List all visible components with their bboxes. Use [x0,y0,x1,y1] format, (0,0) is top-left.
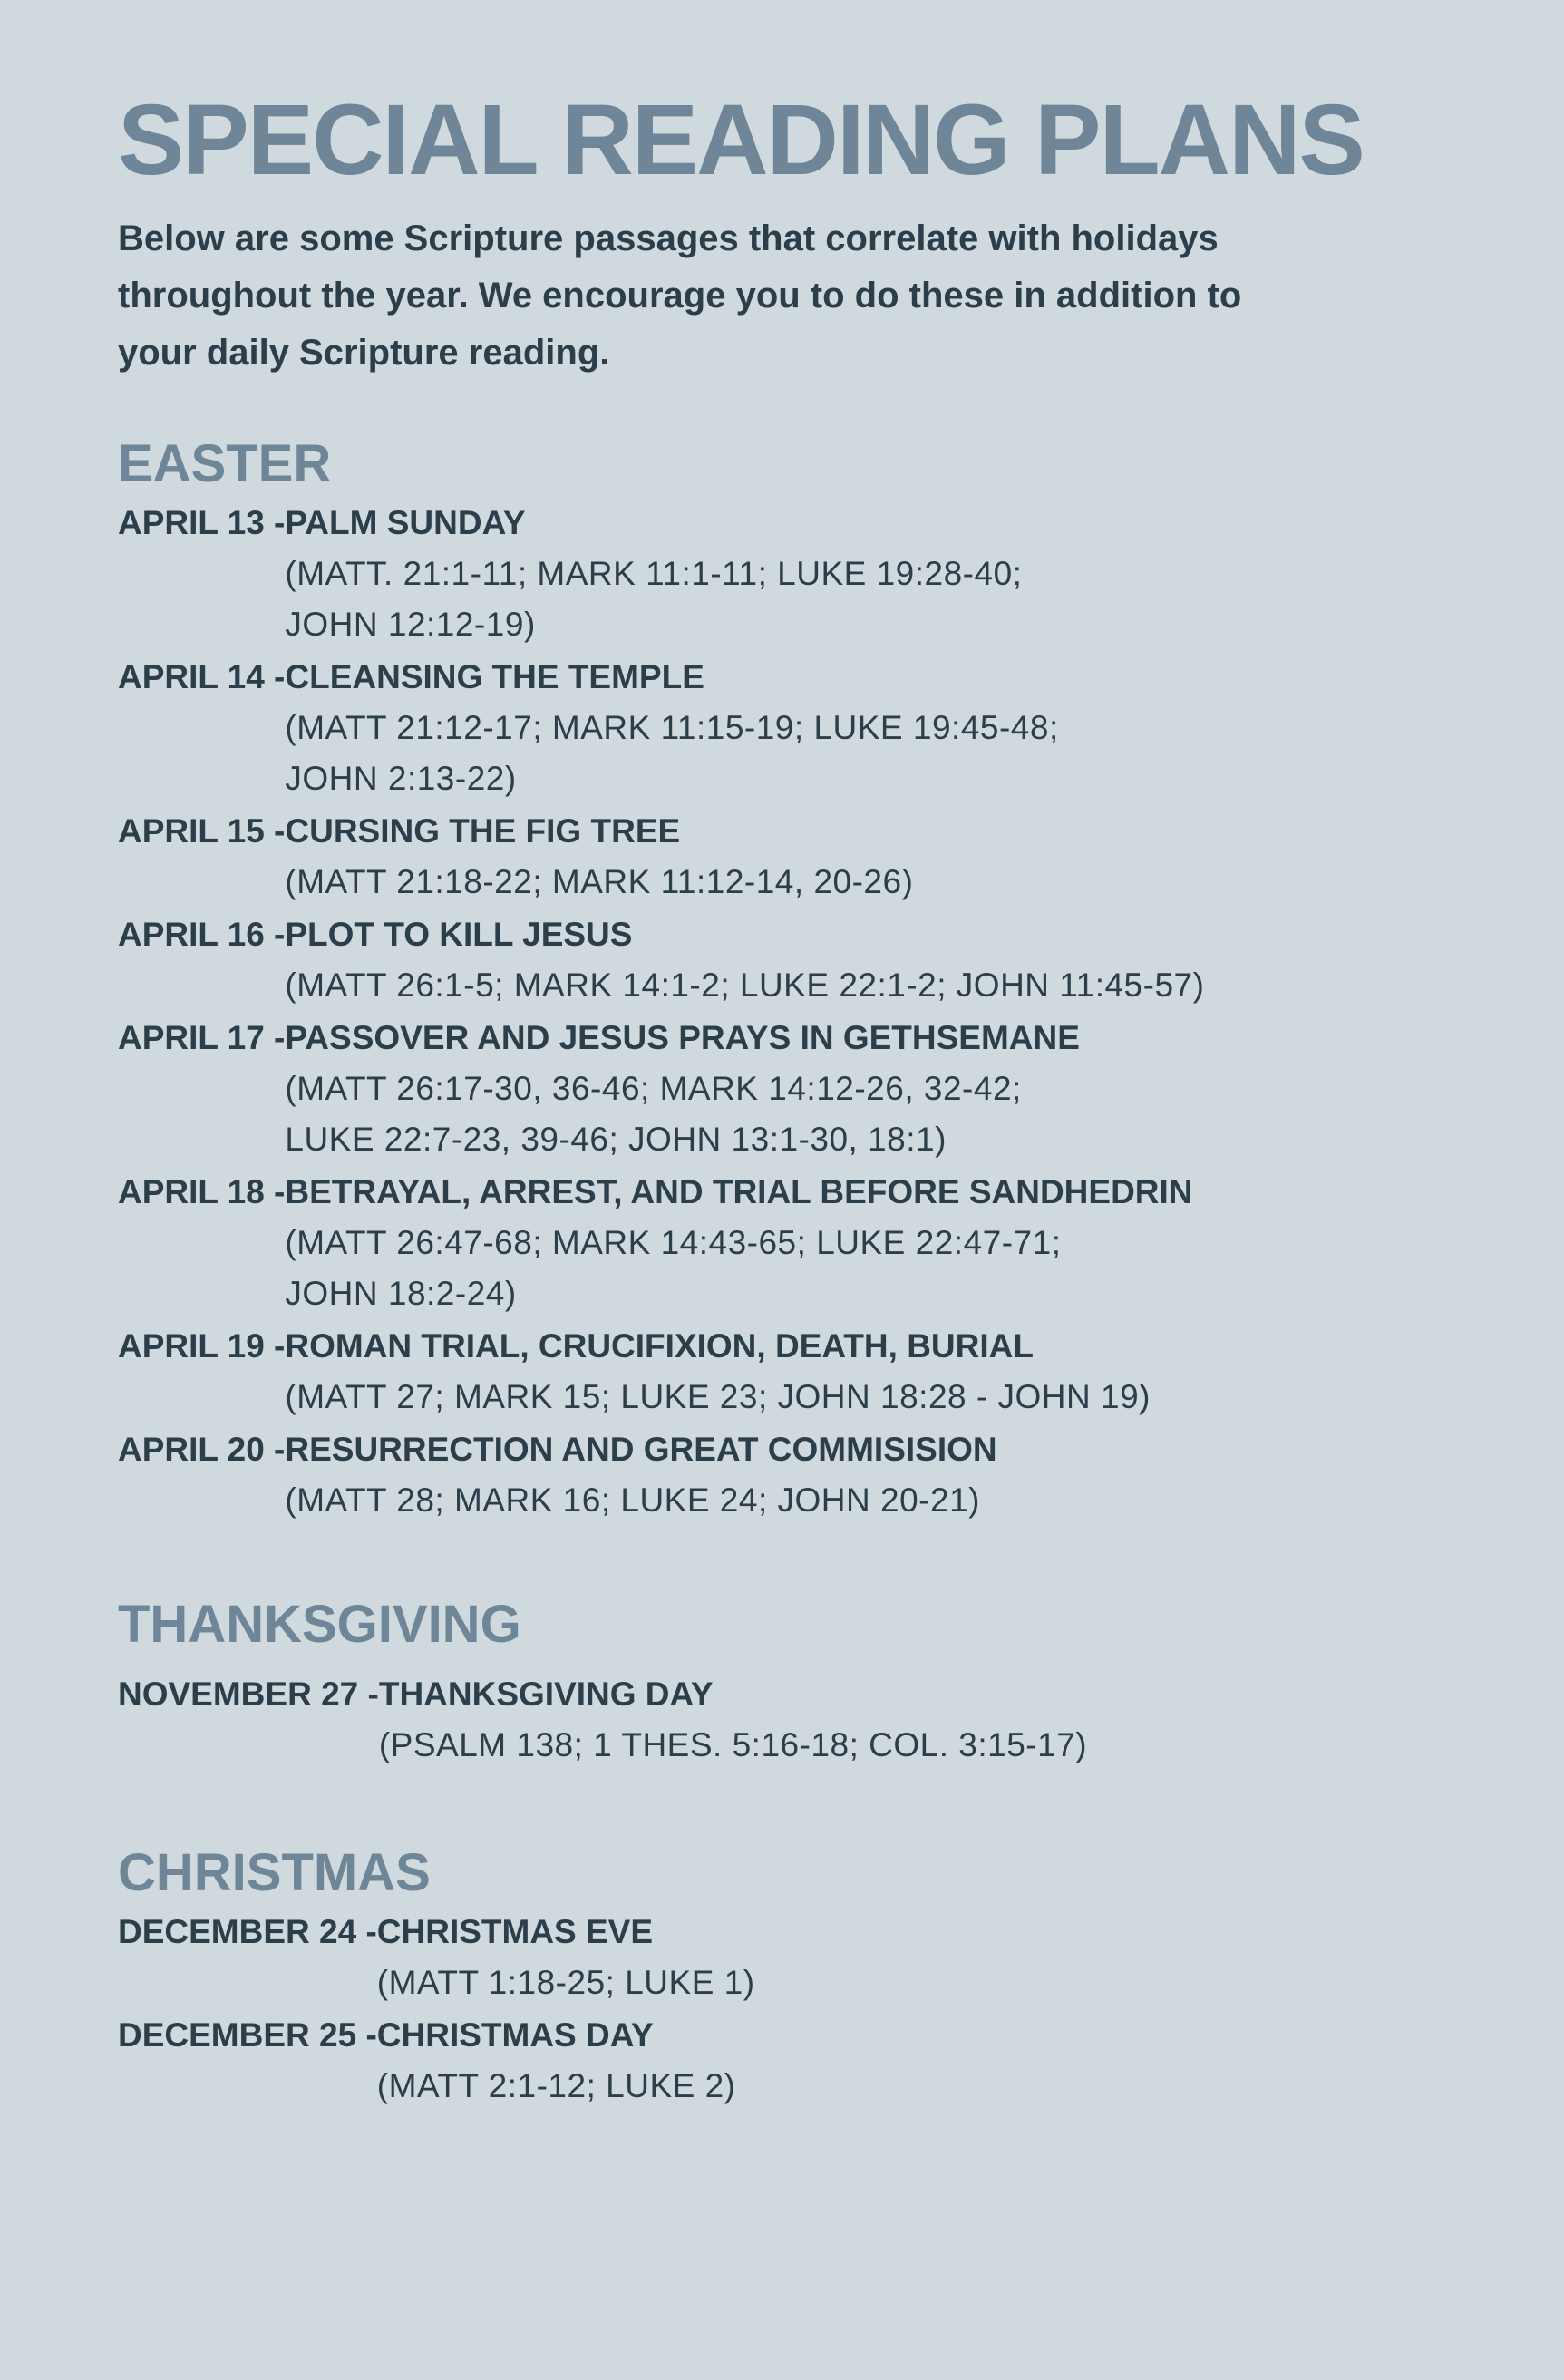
section-thanksgiving [118,1595,1460,1771]
list-item [118,1167,1460,1319]
page [118,84,1460,2112]
section-title: CHRISTMAS [118,1843,431,1902]
entry-date: DECEMBER 25 - [118,2016,377,2054]
section-title: THANKSGIVING [118,1595,521,1654]
entry-event: BETRAYAL, ARREST, AND TRIAL BEFORE SANDHEDRIN [285,1173,1193,1210]
list-item [118,1907,1460,2008]
list-item [118,1013,1460,1165]
entry-references: (MATT 27; MARK 15; LUKE 23; JOHN 18:28 - JOHN 19) [285,1378,1151,1415]
entry-event: CHRISTMAS EVE [376,1913,654,1950]
entry-event: CURSING THE FIG TREE [285,812,681,850]
list-item [118,652,1460,804]
entry-date: NOVEMBER 27 - [118,1676,379,1713]
entry-event: THANKSGIVING DAY [378,1676,714,1713]
entry-event: ROMAN TRIAL, CRUCIFIXION, DEATH, BURIAL [285,1327,1034,1365]
entry-date: APRIL 15 - [118,812,286,850]
list-item [118,806,1460,908]
section-christmas [118,1843,1460,2112]
list-item [118,2010,1460,2112]
entry-date: APRIL 18 - [118,1173,286,1210]
entry-references: (MATT 26:17-30, 36-46; MARK 14:12-26, 32-42; LUKE 22:7-23, 39-46; JOHN 13:1-30, 18:1) [285,1070,1022,1158]
entry-references: (PSALM 138; 1 THES. 5:16-18; COL. 3:15-17) [378,1726,1088,1763]
entry-event: PALM SUNDAY [285,504,526,541]
entry-event: PLOT TO KILL JESUS [285,916,633,953]
entry-references: (MATT 28; MARK 16; LUKE 24; JOHN 20-21) [285,1481,980,1519]
entry-date: APRIL 19 - [118,1327,286,1365]
entry-references: (MATT 26:1-5; MARK 14:1-2; LUKE 22:1-2; JOHN 11:45-57) [285,967,1205,1004]
list-item [118,1321,1460,1423]
entry-references: (MATT 2:1-12; LUKE 2) [376,2067,736,2104]
section-title: EASTER [118,434,332,493]
page-title: SPECIAL READING PLANS [118,84,1364,196]
entry-event: PASSOVER AND JESUS PRAYS IN GETHSEMANE [285,1019,1080,1056]
intro-text: Below are some Scripture passages that correlate with holidays throughout the year. We encourage you to do these in addition to your daily Scripture reading. [118,219,1242,373]
entry-date: APRIL 20 - [118,1431,286,1468]
list-item [118,498,1460,650]
entry-list [118,1669,1460,1771]
entry-references: (MATT 21:12-17; MARK 11:15-19; LUKE 19:45-48; JOHN 2:13-22) [285,709,1059,797]
entry-date: DECEMBER 24 - [118,1913,377,1950]
entry-date: APRIL 13 - [118,504,286,541]
entry-references: (MATT 21:18-22; MARK 11:12-14, 20-26) [285,863,914,900]
entry-references: (MATT 1:18-25; LUKE 1) [376,1964,755,2001]
entry-date: APRIL 14 - [118,658,286,695]
entry-references: (MATT. 21:1-11; MARK 11:1-11; LUKE 19:28-40; JOHN 12:12-19) [285,555,1023,643]
list-item [118,909,1460,1011]
entry-list [118,1907,1460,2112]
entry-list [118,498,1460,1526]
entry-date: APRIL 17 - [118,1019,286,1056]
entry-event: CLEANSING THE TEMPLE [285,658,704,695]
entry-references: (MATT 26:47-68; MARK 14:43-65; LUKE 22:47-71; JOHN 18:2-24) [285,1224,1062,1312]
list-item [118,1424,1460,1526]
list-item [118,1669,1460,1771]
entry-date: APRIL 16 - [118,916,286,953]
section-easter [118,434,1460,1526]
entry-event: CHRISTMAS DAY [376,2016,654,2054]
entry-event: RESURRECTION AND GREAT COMMISISION [285,1431,997,1468]
